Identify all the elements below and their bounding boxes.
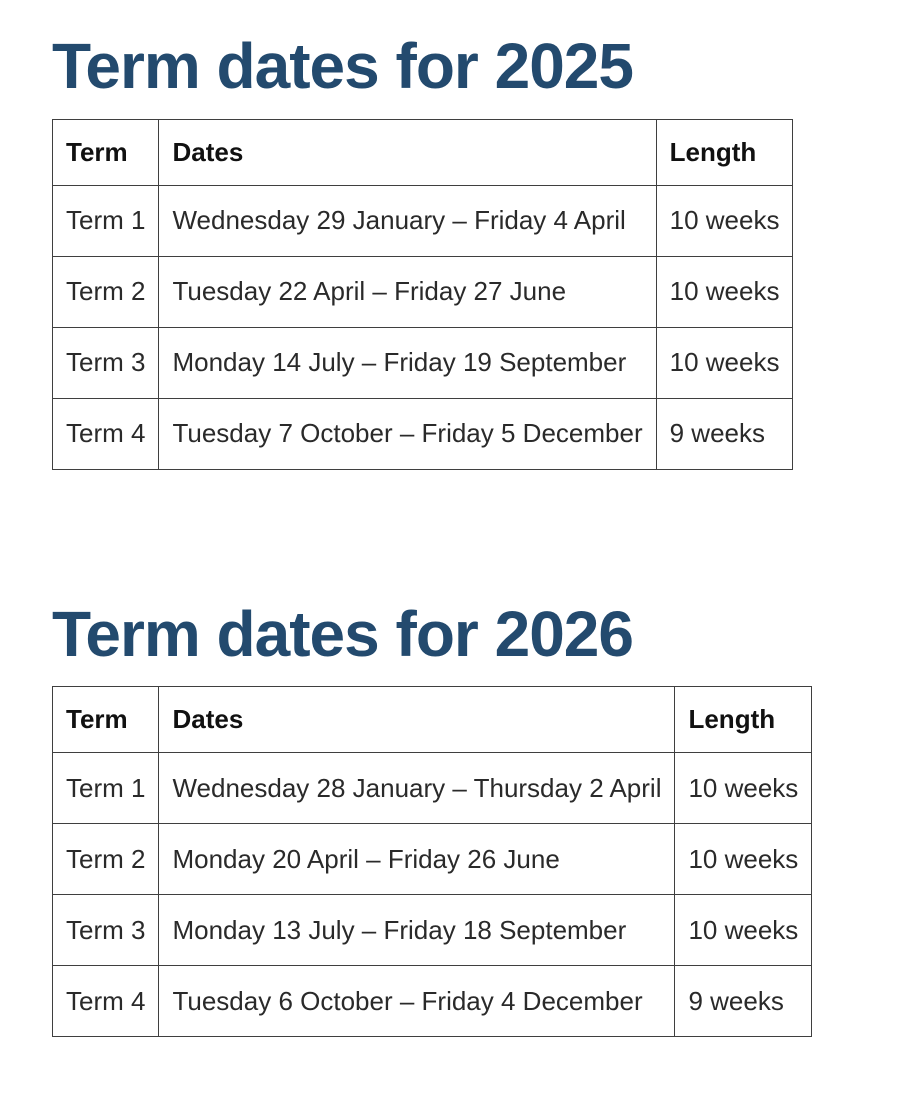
column-header-dates: Dates [159,119,656,185]
term-cell: Term 1 [53,185,159,256]
length-cell: 9 weeks [656,398,793,469]
term-dates-2025-section [52,30,892,470]
header-row [53,687,812,753]
term-dates-2026-table [52,686,812,1037]
dates-cell: Monday 13 July – Friday 18 September [159,895,675,966]
column-header-dates: Dates [159,687,675,753]
dates-cell: Wednesday 29 January – Friday 4 April [159,185,656,256]
dates-cell: Tuesday 22 April – Friday 27 June [159,256,656,327]
dates-cell: Monday 20 April – Friday 26 June [159,824,675,895]
length-cell: 10 weeks [675,824,812,895]
length-cell: 10 weeks [656,327,793,398]
table-row [53,753,812,824]
term-cell: Term 4 [53,398,159,469]
term-cell: Term 4 [53,966,159,1037]
dates-cell: Wednesday 28 January – Thursday 2 April [159,753,675,824]
dates-cell: Tuesday 7 October – Friday 5 December [159,398,656,469]
column-header-term: Term [53,119,159,185]
length-cell: 10 weeks [656,185,793,256]
table-row [53,327,793,398]
term-cell: Term 1 [53,753,159,824]
term-cell: Term 3 [53,895,159,966]
table-row [53,966,812,1037]
column-header-term: Term [53,687,159,753]
table-row [53,185,793,256]
page-title-2026: Term dates for 2026 [52,597,633,670]
page-title-2025: Term dates for 2025 [52,30,633,102]
table-row [53,895,812,966]
length-cell: 10 weeks [675,895,812,966]
term-cell: Term 2 [53,256,159,327]
length-cell: 10 weeks [675,753,812,824]
dates-cell: Tuesday 6 October – Friday 4 December [159,966,675,1037]
table-row [53,398,793,469]
header-row [53,119,793,185]
term-cell: Term 2 [53,824,159,895]
term-dates-2025-table [52,119,793,470]
table-row [53,824,812,895]
column-header-length: Length [675,687,812,753]
term-cell: Term 3 [53,327,159,398]
table-body [53,185,793,469]
table-body [53,753,812,1037]
length-cell: 10 weeks [656,256,793,327]
term-dates-2026-section [52,598,892,1038]
dates-cell: Monday 14 July – Friday 19 September [159,327,656,398]
length-cell: 9 weeks [675,966,812,1037]
table-row [53,256,793,327]
column-header-length: Length [656,119,793,185]
table-header [53,119,793,185]
table-header [53,687,812,753]
